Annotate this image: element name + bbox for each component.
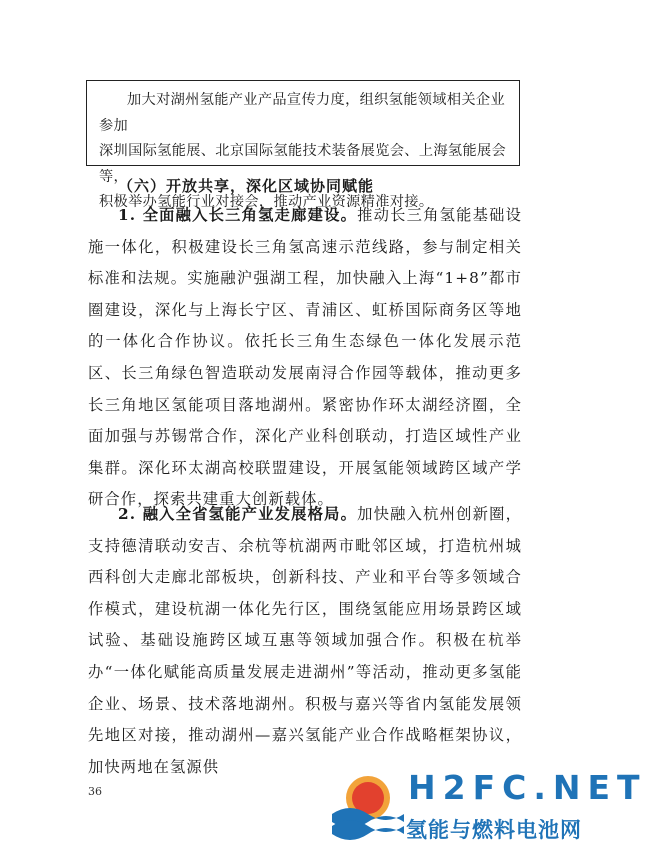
paragraph-1 <box>88 200 522 516</box>
page-number: 36 <box>88 785 102 798</box>
sun-wave-icon <box>326 762 410 846</box>
paragraph-2 <box>88 499 522 783</box>
paragraph-1-body: 推动长三角氢能基础设施一体化，积极建设长三角氢高速示范线路，参与制定相关标准和法规。实施融沪强湖工程，加快融入上海“1+8”都市圈建设，深化与上海长宁区、青浦区、虹桥国际商务区等地的一体化合作协议。依托长三角生态绿色一体化发展示范区、长三角绿色智造联动发展南浔合作园等载体，推动更多长三角地区氢能项目落地湖州。紧密协作环太湖经济圈，全面加强与苏锡常合作，深化产业科创联动，打造区域性产业集群。深化环太湖高校联盟建设，开展氢能领域跨区域产学研合作，探索共建重大创新载体。 <box>88 206 522 509</box>
section-heading: （六）开放共享，深化区域协同赋能 <box>118 177 375 195</box>
paragraph-2-lead: 2. 融入全省氢能产业发展格局。 <box>118 505 358 523</box>
boxed-note-line-2: 深圳国际氢能展、北京国际氢能技术装备展览会、上海氢能展会等， <box>99 143 507 185</box>
paragraph-2-body: 加快融入杭州创新圈，支持德清联动安吉、余杭等杭湖两市毗邻区域，打造杭州城西科创大走廊北部板块，创新科技、产业和平台等多领域合作模式，建设杭湖一体化先行区，围绕氢能应用场景跨区域试验、基础设施跨区域互惠等领域加强合作。积极在杭举办“一体化赋能高质量发展走进湖州”等活动，推动更多氢能企业、场景、技术落地湖州。积极与嘉兴等省内氢能发展领先地区对接，推动湖州—嘉兴氢能产业合作战略框架协议，加快两地在氢源供 <box>88 505 522 776</box>
watermark-logo <box>326 760 647 848</box>
watermark-brand-en: H2FC.NET <box>408 768 647 807</box>
watermark-brand-cn: 氢能与燃料电池网 <box>406 818 582 842</box>
paragraph-1-lead: 1. 全面融入长三角氢走廊建设。 <box>118 206 358 224</box>
boxed-note-line-3: 积极举办氢能行业对接会，推动产业资源精准对接。 <box>99 194 434 210</box>
boxed-note-line-1: 加大对湖州氢能产业产品宣传力度，组织氢能领域相关企业参加 <box>99 92 505 134</box>
